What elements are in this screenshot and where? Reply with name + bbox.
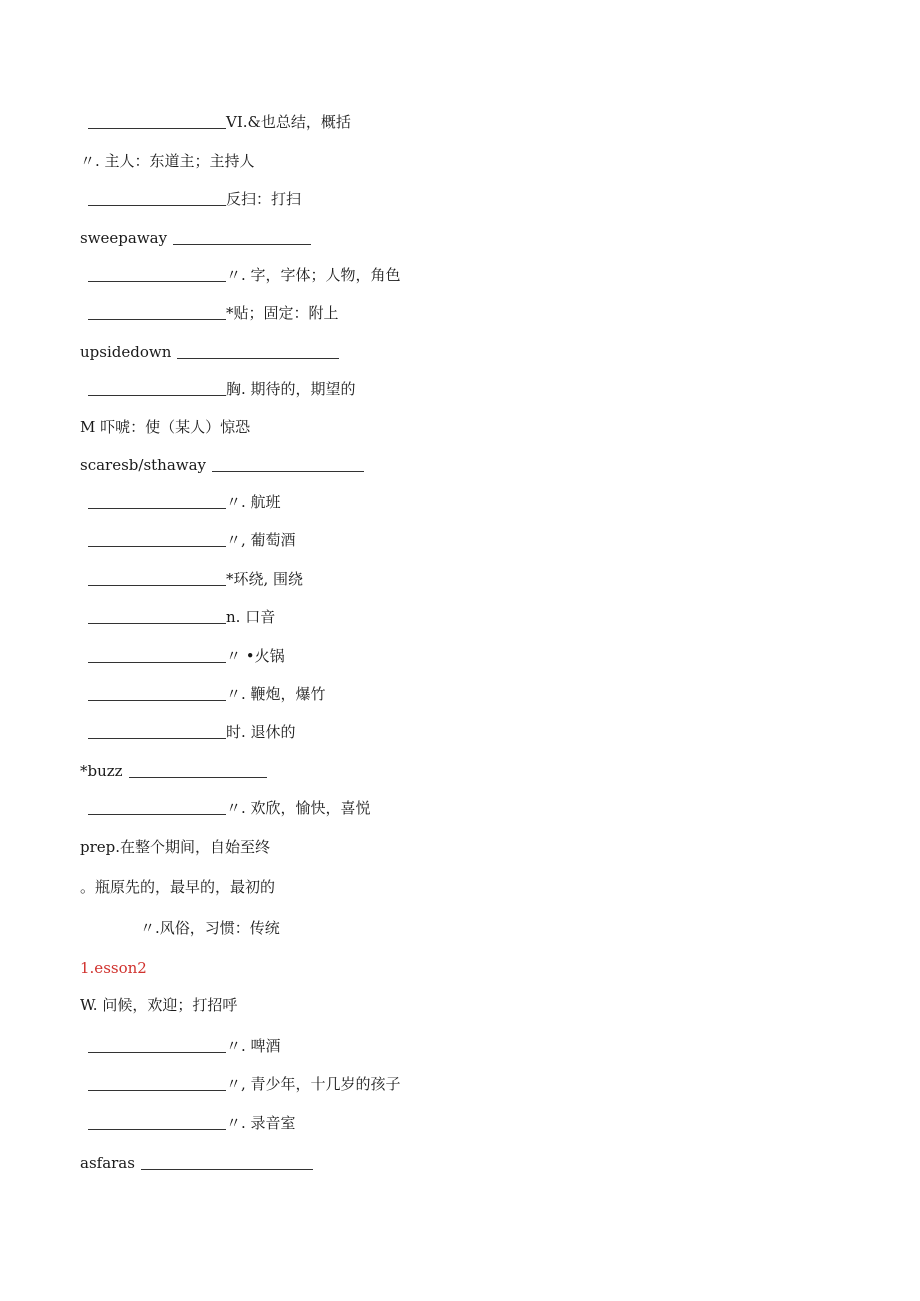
entry-row [80, 110, 351, 134]
entry-row [80, 796, 371, 820]
entry-text: sweepaway [80, 229, 168, 247]
entry-text: 。瓶原先的，最早的，最初的 [80, 878, 276, 896]
entry-row [80, 453, 364, 477]
entry-row [80, 301, 339, 325]
entry-text: 〃. 欢欣，愉快，喜悦 [226, 799, 371, 817]
entry-row [80, 490, 281, 514]
entry-row [80, 415, 250, 439]
entry-text: *贴；固定：附上 [226, 304, 339, 322]
entry-text: 〃. 主人：东道主；主持人 [80, 152, 255, 170]
entry-row [80, 720, 296, 744]
fill-in-blank[interactable] [88, 569, 226, 586]
entry-row [80, 263, 401, 287]
entry-row [80, 644, 285, 668]
entry-text: n. 口音 [226, 608, 276, 626]
entry-text: VI.&也总结，概括 [226, 113, 351, 131]
fill-in-blank[interactable] [88, 1074, 226, 1091]
entry-text: *buzz [80, 762, 123, 780]
entry-text: M 吓唬：使（某人）惊恐 [80, 418, 251, 436]
entry-text: *环绕, 围绕 [226, 570, 304, 588]
entry-row [80, 1111, 296, 1135]
entry-row [80, 605, 275, 629]
entry-row [80, 682, 326, 706]
fill-in-blank[interactable] [88, 530, 226, 547]
entry-text: 〃. 鞭炮，爆竹 [226, 685, 326, 703]
fill-in-blank[interactable] [88, 379, 226, 396]
entry-row [140, 916, 280, 940]
entry-row [80, 835, 270, 859]
entry-text: asfaras [80, 1154, 135, 1172]
entry-text: 〃, 葡萄酒 [226, 531, 296, 549]
fill-in-blank[interactable] [177, 342, 339, 359]
entry-row [80, 377, 356, 401]
fill-in-blank[interactable] [173, 228, 311, 245]
entry-text: prep.在整个期间，自始至终 [80, 838, 271, 856]
fill-in-blank[interactable] [141, 1153, 313, 1170]
entry-row [80, 567, 303, 591]
entry-text: 〃. 录音室 [226, 1114, 296, 1132]
entry-text: 〃. 啤酒 [226, 1037, 281, 1055]
entry-text: W. 问候，欢迎；打招呼 [80, 996, 238, 1014]
entry-text: 〃. 字，字体；人物，角色 [226, 266, 401, 284]
entry-row [80, 528, 296, 552]
entry-row [80, 149, 255, 173]
entry-row [80, 759, 267, 783]
entry-text: 〃.风俗，习惯：传统 [140, 919, 280, 937]
fill-in-blank[interactable] [129, 761, 267, 778]
entry-row [80, 1151, 313, 1175]
entry-text: 〃. 航班 [226, 493, 281, 511]
fill-in-blank[interactable] [88, 189, 226, 206]
fill-in-blank[interactable] [88, 684, 226, 701]
section-heading-row [80, 956, 147, 980]
entry-row [80, 875, 275, 899]
fill-in-blank[interactable] [88, 607, 226, 624]
entry-row [80, 226, 311, 250]
fill-in-blank[interactable] [88, 646, 226, 663]
fill-in-blank[interactable] [88, 112, 226, 129]
entry-row [80, 340, 339, 364]
entry-text: scaresb/sthaway [80, 456, 207, 474]
fill-in-blank[interactable] [88, 798, 226, 815]
entry-text: 〃, 青少年，十几岁的孩子 [226, 1075, 401, 1093]
entry-row [80, 187, 301, 211]
fill-in-blank[interactable] [88, 492, 226, 509]
entry-row [80, 1072, 401, 1096]
fill-in-blank[interactable] [88, 303, 226, 320]
entry-row [80, 993, 237, 1017]
fill-in-blank[interactable] [88, 1113, 226, 1130]
fill-in-blank[interactable] [88, 1036, 226, 1053]
fill-in-blank[interactable] [88, 722, 226, 739]
entry-text: 〃 •火锅 [226, 647, 285, 665]
section-heading: 1.esson2 [80, 959, 147, 977]
entry-text: 胸. 期待的，期望的 [226, 380, 356, 398]
entry-row [80, 1034, 281, 1058]
entry-text: 时. 退休的 [226, 723, 296, 741]
entry-text: 反扫：打扫 [226, 190, 302, 208]
fill-in-blank[interactable] [212, 455, 364, 472]
entry-text: upsidedown [80, 343, 172, 361]
fill-in-blank[interactable] [88, 265, 226, 282]
